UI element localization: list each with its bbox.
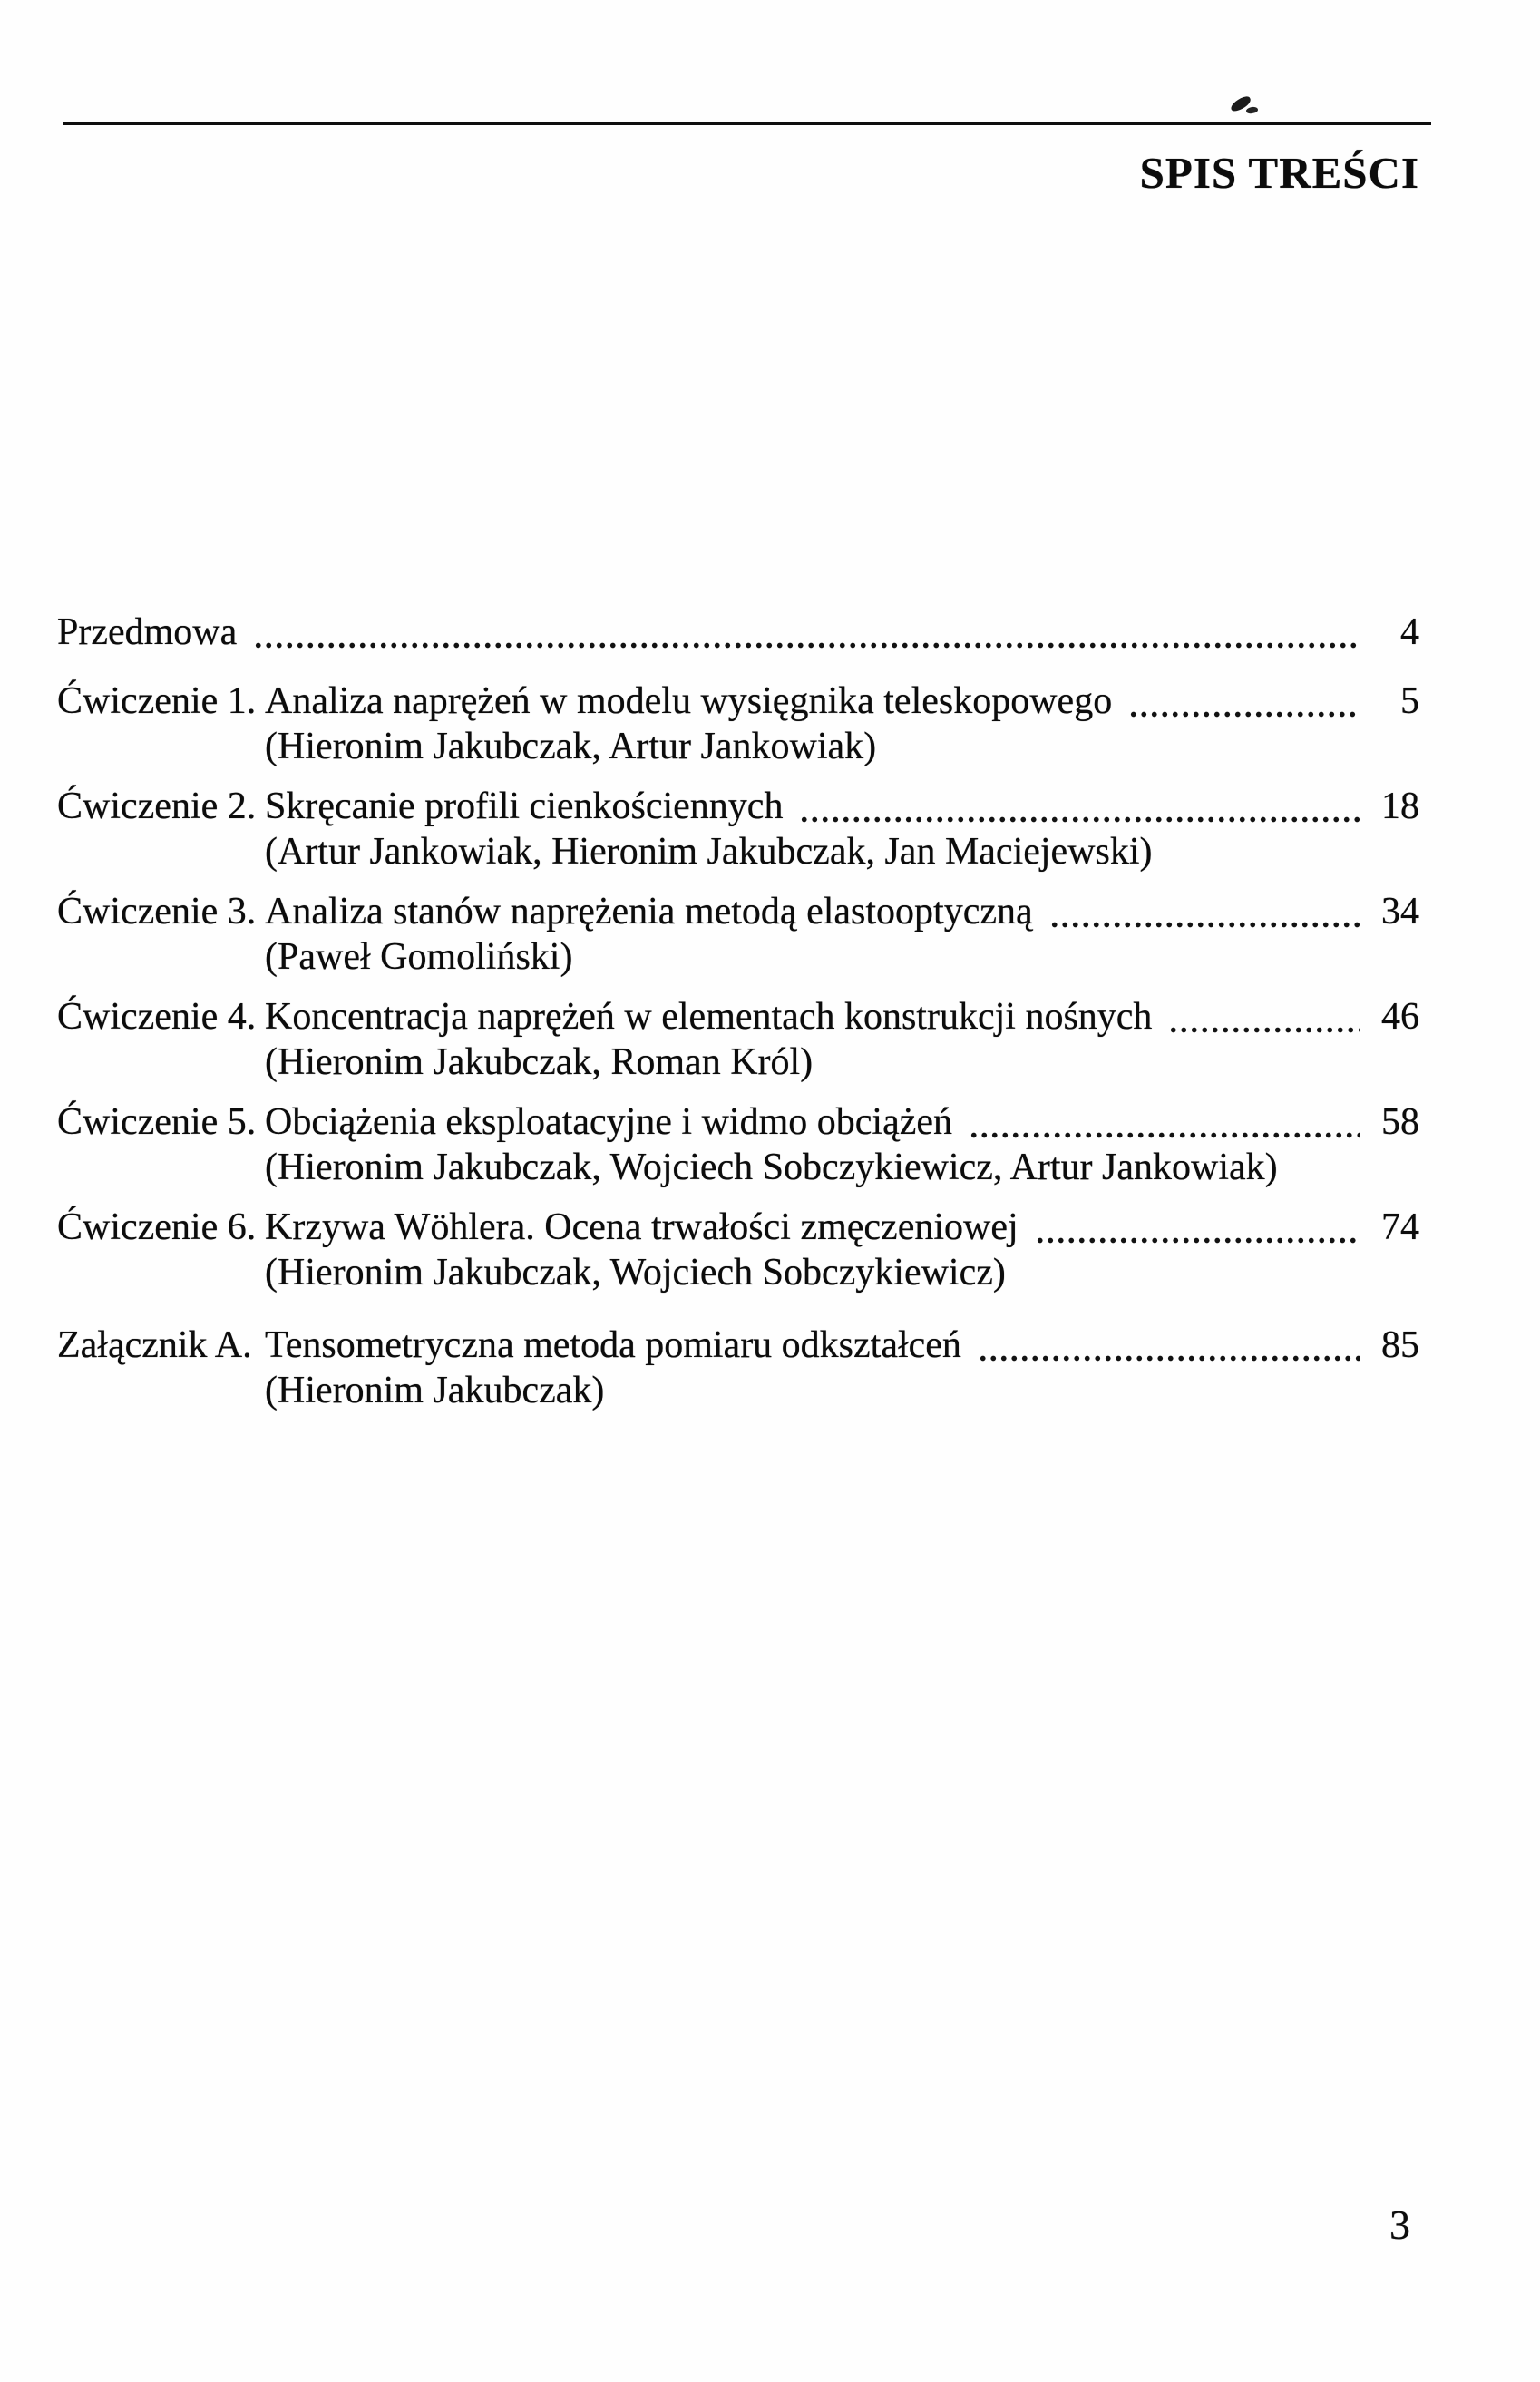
toc-entry	[57, 678, 1419, 769]
toc-entry-page: 58	[1381, 1101, 1419, 1143]
header-rule	[63, 122, 1431, 125]
dot-leader	[1035, 1236, 1360, 1245]
toc-entry-label: Ćwiczenie 5.	[57, 1101, 257, 1143]
toc-entry-authors: (Artur Jankowiak, Hieronim Jakubczak, Jan Maciejewski)	[265, 831, 1153, 873]
toc-entry-page: 18	[1381, 786, 1419, 827]
toc-entry-title: Krzywa Wöhlera. Ocena trwałości zmęczeniowej	[265, 1206, 1019, 1248]
toc-entry-title: Skręcanie profili cienkościennych	[265, 786, 784, 827]
dot-leader	[1128, 710, 1360, 718]
folio-page-number: 3	[1389, 2201, 1410, 2248]
toc-entry-body	[265, 994, 1419, 1085]
toc-entry-authors: (Paweł Gomoliński)	[265, 936, 573, 978]
toc-entry-label: Ćwiczenie 3.	[57, 891, 257, 932]
toc-entries	[57, 678, 1419, 1413]
toc-entry-body	[265, 678, 1419, 769]
toc-entry-title-row	[265, 1099, 1419, 1145]
toc-entry-label: Załącznik A.	[57, 1324, 252, 1366]
ink-smudge	[1224, 93, 1266, 121]
dot-leader	[253, 641, 1360, 649]
toc-entry	[57, 994, 1419, 1085]
dot-leader	[978, 1354, 1360, 1362]
toc-entry-title-row	[265, 1323, 1419, 1368]
toc-preface-row	[57, 610, 1419, 655]
dot-leader	[1168, 1026, 1360, 1034]
toc-entry	[57, 1099, 1419, 1190]
toc-entry-authors: (Hieronim Jakubczak, Wojciech Sobczykiewicz, Artur Jankowiak)	[265, 1147, 1278, 1188]
toc-entry-title-row	[265, 678, 1419, 724]
toc-entry-label: Ćwiczenie 2.	[57, 786, 257, 827]
toc-entry-page: 46	[1381, 996, 1419, 1038]
toc-entry-label: Ćwiczenie 4.	[57, 996, 257, 1038]
toc-entry-title-row	[265, 1205, 1419, 1250]
toc-entry-body	[265, 889, 1419, 980]
toc-entry-title-row	[265, 889, 1419, 934]
toc-entry-body	[265, 784, 1419, 874]
toc-entry	[57, 889, 1419, 980]
toc-entry	[57, 784, 1419, 874]
toc-entry-authors: (Hieronim Jakubczak, Wojciech Sobczykiewicz)	[265, 1252, 1006, 1294]
toc-entry-page: 5	[1400, 680, 1419, 722]
toc-entry-body	[265, 1323, 1419, 1413]
toc-entry-page: 74	[1381, 1206, 1419, 1248]
toc-entry	[57, 1323, 1419, 1413]
toc-entry-authors: (Hieronim Jakubczak, Roman Król)	[265, 1041, 814, 1083]
toc-entry-body	[265, 1099, 1419, 1190]
ink-smudge-blob	[1245, 106, 1258, 115]
toc-entry-label: Ćwiczenie 1.	[57, 680, 257, 722]
toc-entry-page: 34	[1381, 891, 1419, 932]
toc-entry-title: Analiza stanów naprężenia metodą elastooptyczną	[265, 891, 1033, 932]
dot-leader	[969, 1131, 1360, 1139]
toc-entry	[57, 1205, 1419, 1295]
table-of-contents	[57, 610, 1419, 1413]
toc-preface-page: 4	[1400, 611, 1419, 653]
toc-entry-title: Obciążenia eksploatacyjne i widmo obciążeń	[265, 1101, 953, 1143]
toc-preface-label: Przedmowa	[57, 611, 238, 653]
toc-entry-page: 85	[1381, 1324, 1419, 1366]
toc-entry-body	[265, 1205, 1419, 1295]
dot-leader	[799, 815, 1360, 824]
toc-entry-title: Tensometryczna metoda pomiaru odkształceń	[265, 1324, 961, 1366]
toc-entry-label: Ćwiczenie 6.	[57, 1206, 257, 1248]
toc-entry-title-row	[265, 784, 1419, 829]
toc-entry-authors: (Hieronim Jakubczak)	[265, 1370, 605, 1411]
page-title: SPIS TREŚCI	[1139, 148, 1419, 198]
toc-entry-title-row	[265, 994, 1419, 1040]
dot-leader	[1049, 921, 1360, 929]
toc-entry-title: Koncentracja naprężeń w elementach konstrukcji nośnych	[265, 996, 1153, 1038]
toc-entry-title: Analiza naprężeń w modelu wysięgnika teleskopowego	[265, 680, 1113, 722]
toc-entry-authors: (Hieronim Jakubczak, Artur Jankowiak)	[265, 726, 877, 767]
